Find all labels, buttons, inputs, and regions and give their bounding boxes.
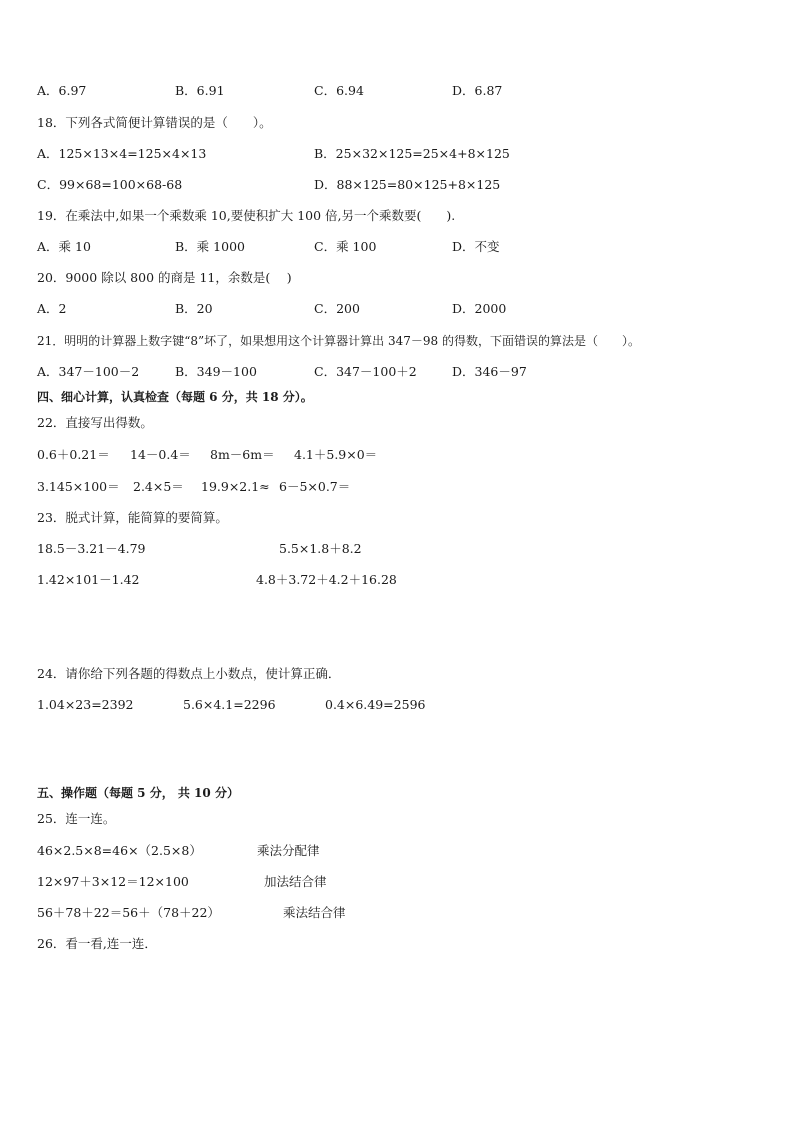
- q17-option-a: A．6.97: [37, 83, 87, 98]
- q25-right-item: 乘法结合律: [283, 905, 346, 920]
- q25-left-item: 56＋78＋22＝56＋（78＋22）: [37, 905, 220, 920]
- q18-option-b: B．25×32×125=25×4+8×125: [314, 146, 510, 161]
- section-4-title: 四、细心计算，认真检查（每题 6 分，共 18 分）。: [37, 390, 313, 404]
- q17-option-b: B．6.91: [175, 83, 225, 98]
- q21-stem: 21．明明的计算器上数字键“8”坏了，如果想用这个计算器计算出 347－98 的得数，下面错误的算法是（ ）。: [37, 334, 640, 348]
- q22-item: 3.145×100＝: [37, 479, 120, 494]
- q22-item: 14－0.4＝: [130, 447, 191, 462]
- q20-option-c: C．200: [314, 301, 360, 316]
- q20-stem: 20．9000 除以 800 的商是 11，余数是( ): [37, 270, 292, 285]
- q23-item: 5.5×1.8＋8.2: [279, 541, 362, 556]
- q23-item: 1.42×101－1.42: [37, 572, 140, 587]
- q22-item: 4.1＋5.9×0＝: [294, 447, 378, 462]
- q18-option-c: C．99×68=100×68-68: [37, 177, 183, 192]
- q25-right-item: 乘法分配律: [257, 843, 320, 858]
- q19-option-a: A．乘 10: [37, 239, 91, 254]
- q17-option-c: C．6.94: [314, 83, 364, 98]
- q21-option-c: C．347－100＋2: [314, 364, 417, 379]
- q21-option-d: D．346－97: [452, 364, 527, 379]
- q25-left-item: 12×97＋3×12＝12×100: [37, 874, 189, 889]
- q18-option-a: A．125×13×4=125×4×13: [37, 146, 207, 161]
- q23-stem: 23．脱式计算，能简算的要简算。: [37, 510, 228, 525]
- q18-option-d: D．88×125=80×125+8×125: [314, 177, 501, 192]
- q22-item: 0.6＋0.21＝: [37, 447, 110, 462]
- q19-stem: 19．在乘法中,如果一个乘数乘 10,要使积扩大 100 倍,另一个乘数要( ).: [37, 208, 456, 223]
- q23-item: 18.5－3.21－4.79: [37, 541, 146, 556]
- q25-right-item: 加法结合律: [264, 874, 327, 889]
- q24-item: 1.04×23=2392: [37, 697, 134, 712]
- q24-item: 0.4×6.49=2596: [325, 697, 426, 712]
- q20-option-d: D．2000: [452, 301, 507, 316]
- q18-stem: 18．下列各式简便计算错误的是（ ）。: [37, 115, 272, 130]
- section-5-title: 五、操作题（每题 5 分， 共 10 分）: [37, 786, 239, 800]
- q21-option-a: A．347－100－2: [37, 364, 140, 379]
- q19-option-d: D．不变: [452, 239, 500, 254]
- q26-stem: 26．看一看,连一连．: [37, 936, 157, 951]
- q22-item: 8m－6m＝: [210, 447, 275, 462]
- q21-option-b: B．349－100: [175, 364, 257, 379]
- q19-option-c: C．乘 100: [314, 239, 377, 254]
- q17-option-d: D．6.87: [452, 83, 503, 98]
- q25-left-item: 46×2.5×8=46×（2.5×8）: [37, 843, 202, 858]
- q20-option-b: B．20: [175, 301, 213, 316]
- q20-option-a: A．2: [37, 301, 67, 316]
- q24-item: 5.6×4.1=2296: [183, 697, 276, 712]
- q19-option-b: B．乘 1000: [175, 239, 245, 254]
- q22-item: 19.9×2.1≈: [201, 479, 270, 494]
- q24-stem: 24．请你给下列各题的得数点上小数点，使计算正确．: [37, 666, 341, 681]
- q22-item: 2.4×5＝: [133, 479, 184, 494]
- q22-stem: 22．直接写出得数。: [37, 415, 153, 430]
- q25-stem: 25．连一连。: [37, 811, 116, 826]
- q22-item: 6－5×0.7＝: [279, 479, 351, 494]
- q23-item: 4.8＋3.72＋4.2＋16.28: [256, 572, 397, 587]
